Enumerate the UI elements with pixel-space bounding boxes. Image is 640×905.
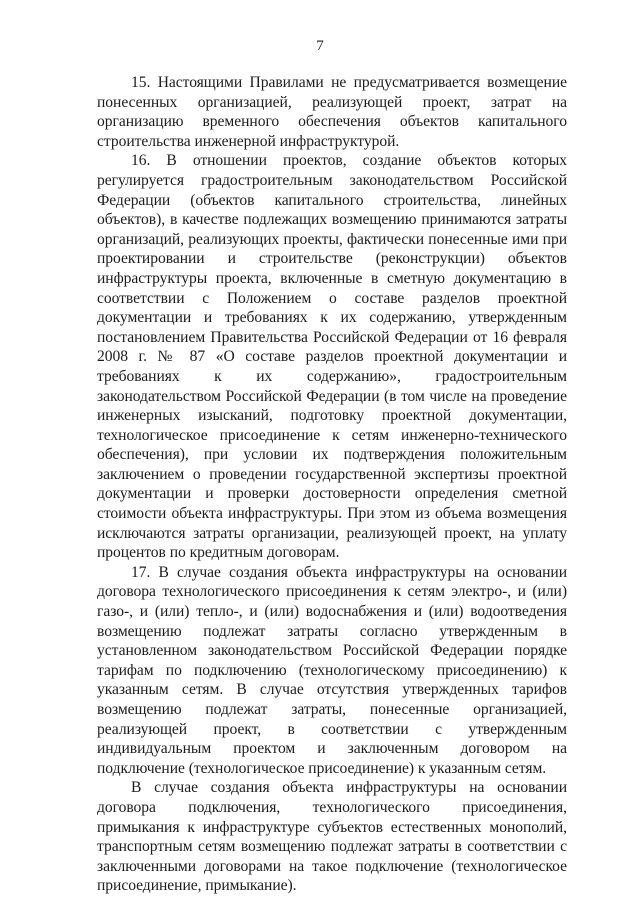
paragraph-16: 16. В отношении проектов, создание объектов которых регулируется градостроительным законодательством Российской Федерации (объектов капитального строительства, линейных объектов), в качестве подлежащих возмещению принимаются затраты организаций, реализующих проекты, фактически понесенные ими при проектировании и строительстве (реконструкции) объектов инфраструктуры проекта, включенные в сметную документацию в соответствии с Положением о составе разделов проектной документации и требованиях к их содержанию, утвержденным постановлением Правительства Российской Федерации от 16 февраля 2008 г. № 87 «О составе разделов проектной документации и требованиях к их содержанию», градостроительным законодательством Российской Федерации (в том числе на проведение инженерных изысканий, подготовку проектной документации, технологическое присоединение к сетям инженерно-технического обеспечения), при условии их подтверждения положительным заключением о проведении государственной экспертизы проектной документации и проверки достоверности определения сметной стоимости объекта инфраструктуры. При этом из объема возмещения исключаются затраты организации, реализующей проект, на уплату процентов по кредитным договорам. — [97, 152, 567, 562]
page-number: 7 — [316, 38, 324, 54]
paragraph-17: 17. В случае создания объекта инфраструктуры на основании договора технологического присоединения к сетям электро-, и (или) газо-, и (или) тепло-, и (или) водоснабжения и (или) водоотведения возмещению подлежат затраты согласно утвержденным в установленном законодательством Российской Федерации порядке тарифам по подключению (технологическому присоединению) к указанным сетям. В случае отсутствия утвержденных тарифов возмещению подлежат затраты, понесенные организацией, реализующей проект, в соответствии с утвержденным индивидуальным проектом и заключенным договором на подключение (технологическое присоединение) к указанным сетям. — [97, 563, 567, 777]
paragraph-15: 15. Настоящими Правилами не предусматривается возмещение понесенных организацией, реализующей проект, затрат на организацию временного обеспечения объектов капитального строительства инженерной инфраструктурой. — [97, 74, 567, 150]
paragraph-17-continued: В случае создания объекта инфраструктуры на основании договора подключения, технологического присоединения, примыкания к инфраструктуре субъектов естественных монополий, транспортным сетям возмещению подлежат затраты в соответствии с заключенными договорами на такое подключение (технологическое присоединение, примыкание). — [97, 779, 567, 895]
document-body — [97, 73, 567, 896]
